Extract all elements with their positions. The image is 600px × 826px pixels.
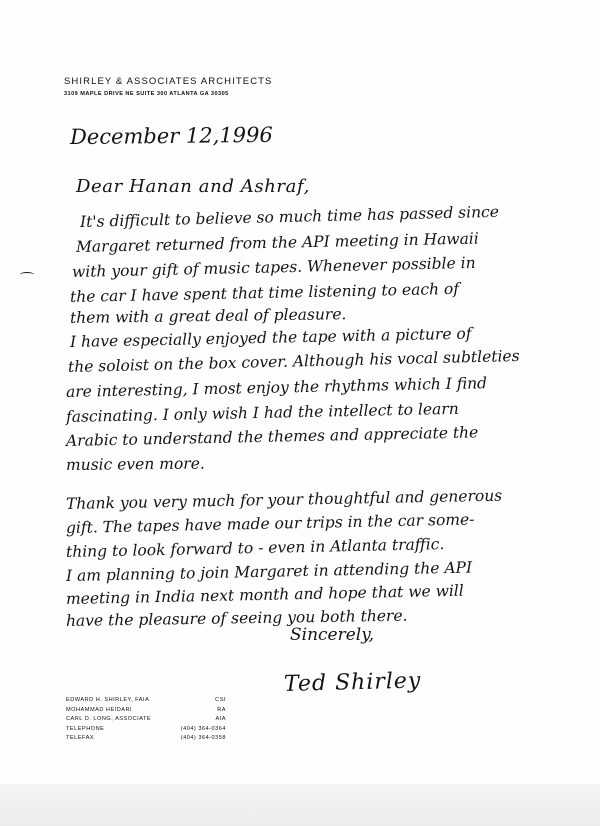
letter-line: them with a great deal of pleasure. [69, 305, 347, 327]
staff-title: RA [217, 706, 226, 713]
letter-line: have the pleasure of seeing you both there. [65, 606, 408, 630]
staff-name: EDWARD H. SHIRLEY, FAIA [66, 697, 150, 703]
staff-row [66, 707, 226, 717]
signature: Ted Shirley [283, 668, 422, 697]
letter-line: are interesting, I most enjoy the rhythms which I find [65, 374, 488, 401]
firm-name: SHIRLEY & ASSOCIATES ARCHITECTS [64, 76, 273, 87]
letter-line: Margaret returned from the API meeting in Hawaii [75, 229, 479, 256]
letter-line: I have especially enjoyed the tape with a picture of [69, 324, 472, 351]
firm-address: 3109 MAPLE DRIVE NE SUITE 300 ATLANTA GA 30305 [64, 90, 229, 97]
letter-line: thing to look forward to - even in Atlanta traffic. [65, 535, 445, 561]
staff-title: (404) 364-0358 [180, 735, 226, 741]
staff-title: CSI [215, 697, 226, 703]
staff-row [66, 697, 226, 707]
staff-title: (404) 364-0364 [180, 725, 226, 732]
staff-title: AIA [215, 716, 226, 722]
letter-line: It's difficult to believe so much time has passed since [79, 202, 500, 231]
salutation: Dear Hanan and Ashraf, [76, 176, 310, 197]
staff-name: TELEPHONE [66, 725, 105, 732]
letter-line: meeting in India next month and hope that we will [65, 581, 464, 608]
margin-mark [20, 272, 34, 277]
letter-line: the car I have spent that time listening to each of [69, 279, 460, 306]
letter-line: Thank you very much for your thoughtful and generous [65, 486, 503, 513]
letter-line: I am planning to join Margaret in attending the API [65, 558, 473, 585]
letter-date: December 12,1996 [69, 122, 273, 149]
letter-line: Arabic to understand the themes and appreciate the [65, 423, 479, 450]
letterhead [64, 77, 273, 97]
staff-row [66, 716, 226, 726]
letter-line: fascinating. I only wish I had the intellect to learn [65, 399, 459, 426]
staff-name: MOHAMMAD HEIDARI [66, 706, 133, 713]
page-bottom-edge [0, 784, 600, 826]
staff-name: CARL D. LONG, ASSOCIATE [66, 716, 152, 722]
staff-list [66, 697, 226, 745]
letter-line: the soloist on the box cover. Although his vocal subtleties [67, 346, 520, 376]
staff-row [66, 735, 226, 745]
closing: Sincerely, [290, 625, 374, 645]
staff-row [66, 726, 226, 736]
letter-line: with your gift of music tapes. Whenever possible in [71, 253, 476, 281]
letter-line: music even more. [65, 454, 205, 474]
staff-name: TELEFAX [66, 735, 95, 741]
letter-line: gift. The tapes have made our trips in the car some- [65, 510, 475, 537]
